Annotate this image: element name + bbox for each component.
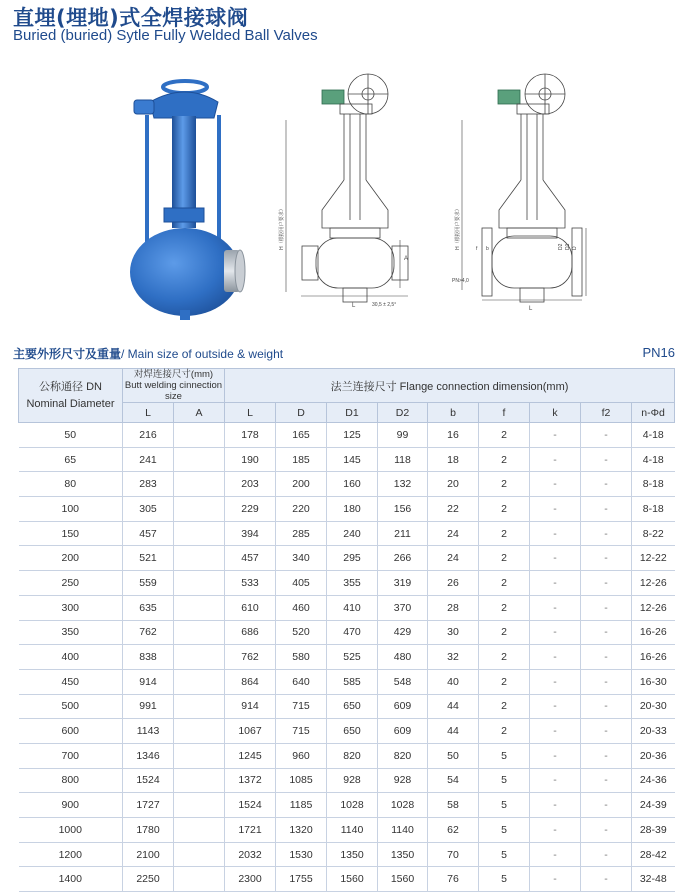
dimension-table [18,368,675,892]
table-cell: - [581,447,632,472]
table-cell: 200 [276,472,327,497]
table-cell: 762 [225,645,276,670]
table-cell: 160 [327,472,378,497]
column-header: D2 [378,403,428,423]
table-cell: 1140 [378,818,428,843]
table-row [19,571,675,596]
table-cell: 1140 [327,818,378,843]
table-cell [174,423,225,448]
table-cell: 1143 [123,719,174,744]
dim-L-label-2: L [529,306,533,312]
table-cell: 58 [428,793,479,818]
table-cell: 165 [276,423,327,448]
table-cell [174,645,225,670]
header-butt-weld [123,369,225,403]
table-cell: - [581,620,632,645]
table-cell [174,620,225,645]
table-cell: - [581,842,632,867]
table-cell: 1067 [225,719,276,744]
weld-note: 30,5 ± 2,5° [372,302,397,308]
table-cell: 24-39 [632,793,675,818]
table-cell: 145 [327,447,378,472]
table-cell: 715 [276,719,327,744]
table-cell: 914 [225,694,276,719]
table-cell: 394 [225,521,276,546]
table-cell: 30 [428,620,479,645]
table-cell: 250 [19,571,123,596]
table-cell: 2 [479,472,530,497]
table-cell: - [530,472,581,497]
flange-label-D2: D2 [558,243,564,250]
header-dn [19,369,123,423]
table-cell: 118 [378,447,428,472]
table-cell: 65 [19,447,123,472]
table-cell: 40 [428,669,479,694]
table-cell: 429 [378,620,428,645]
table-cell: 1755 [276,867,327,892]
dim-height-label-1: H（根据用户要求） [279,206,285,250]
table-cell: 1721 [225,818,276,843]
table-cell: 610 [225,595,276,620]
table-cell: 548 [378,669,428,694]
table-cell: - [581,818,632,843]
table-cell [174,842,225,867]
table-cell: 28-39 [632,818,675,843]
table-cell: 80 [19,472,123,497]
table-cell: - [581,497,632,522]
table-cell: 2 [479,669,530,694]
table-cell: 20-30 [632,694,675,719]
table-cell: 180 [327,497,378,522]
table-cell: 2 [479,423,530,448]
table-cell: 585 [327,669,378,694]
table-cell: 100 [19,497,123,522]
table-cell: 800 [19,768,123,793]
table-cell [174,669,225,694]
table-cell: 12-26 [632,595,675,620]
section-heading [13,345,283,362]
table-cell [174,719,225,744]
table-cell: - [581,793,632,818]
table-cell: 928 [378,768,428,793]
table-cell: 32 [428,645,479,670]
table-cell: 2 [479,571,530,596]
table-row [19,842,675,867]
table-cell: 18 [428,447,479,472]
header-butt-zh: 对焊连接尺寸(mm) [133,369,214,380]
table-cell [174,793,225,818]
table-cell: - [530,447,581,472]
column-header: n-Φd [632,403,675,423]
table-cell: 5 [479,818,530,843]
table-cell [174,694,225,719]
table-cell: - [530,620,581,645]
table-cell: 24 [428,521,479,546]
table-cell: 156 [378,497,428,522]
table-cell: 28-42 [632,842,675,867]
table-cell: 283 [123,472,174,497]
header-flange: 法兰连接尺寸 Flange connection dimension(mm) [225,369,675,403]
table-cell: - [581,768,632,793]
table-row [19,620,675,645]
table-cell: - [530,793,581,818]
table-cell: 319 [378,571,428,596]
table-cell: 410 [327,595,378,620]
table-cell: 580 [276,645,327,670]
table-cell: 8-18 [632,472,675,497]
table-cell: 54 [428,768,479,793]
table-cell: - [530,669,581,694]
table-cell: 125 [327,423,378,448]
table-cell: 211 [378,521,428,546]
table-cell: 241 [123,447,174,472]
column-header: k [530,403,581,423]
table-cell [174,497,225,522]
table-cell: - [581,743,632,768]
table-row [19,546,675,571]
dim-L-label-1: L [352,303,356,309]
table-cell [174,867,225,892]
table-cell: 50 [19,423,123,448]
table-cell: 928 [327,768,378,793]
table-cell: 24-36 [632,768,675,793]
table-cell: - [530,743,581,768]
table-cell: 355 [327,571,378,596]
table-cell: 460 [276,595,327,620]
table-cell: 16-26 [632,645,675,670]
table-cell: 350 [19,620,123,645]
table-cell: 1372 [225,768,276,793]
table-cell: 16 [428,423,479,448]
table-cell [174,818,225,843]
table-row [19,423,675,448]
table-cell: 914 [123,669,174,694]
table-cell: 1185 [276,793,327,818]
product-figures [0,60,684,325]
table-cell: 5 [479,768,530,793]
table-row [19,447,675,472]
table-cell: - [530,595,581,620]
table-cell: 686 [225,620,276,645]
flange-label-f: f [476,246,478,252]
table-cell: 1245 [225,743,276,768]
table-cell [174,743,225,768]
table-cell: 1028 [327,793,378,818]
table-row [19,867,675,892]
pressure-rating: PN16 [642,345,675,360]
table-cell: 1560 [327,867,378,892]
table-cell: 525 [327,645,378,670]
table-cell: 609 [378,719,428,744]
table-cell: 2032 [225,842,276,867]
table-cell: 2 [479,447,530,472]
table-cell: - [581,595,632,620]
table-cell: 20-33 [632,719,675,744]
table-cell: 450 [19,669,123,694]
table-cell: 32-48 [632,867,675,892]
table-cell [174,472,225,497]
table-cell: 12-22 [632,546,675,571]
table-row [19,719,675,744]
table-cell: - [581,571,632,596]
table-cell: 2 [479,546,530,571]
table-cell: 76 [428,867,479,892]
table-cell: 960 [276,743,327,768]
table-cell: - [530,719,581,744]
table-cell: - [530,818,581,843]
table-cell [174,595,225,620]
table-row [19,694,675,719]
table-cell: 5 [479,793,530,818]
table-cell: - [530,694,581,719]
table-cell: 5 [479,743,530,768]
table-row [19,595,675,620]
table-cell: 2 [479,645,530,670]
flange-label-b: b [486,246,489,252]
table-cell: 820 [378,743,428,768]
table-cell: 2 [479,719,530,744]
table-cell: - [530,768,581,793]
table-cell: 1350 [378,842,428,867]
header-dn-en: Nominal Diameter [26,397,115,410]
table-cell: 1320 [276,818,327,843]
table-cell: 2 [479,497,530,522]
table-cell: 190 [225,447,276,472]
table-row [19,472,675,497]
section-title-en: / Main size of outside & weight [121,347,284,361]
table-cell: 12-26 [632,571,675,596]
table-cell [174,521,225,546]
table-cell: 178 [225,423,276,448]
table-cell: - [530,497,581,522]
table-cell: - [530,867,581,892]
table-cell: - [530,571,581,596]
table-row [19,521,675,546]
table-cell: 1200 [19,842,123,867]
table-cell: 520 [276,620,327,645]
flange-label-D: D [572,246,578,250]
table-cell: 2 [479,521,530,546]
valve-photo [130,81,245,320]
table-cell: - [581,546,632,571]
table-cell: 62 [428,818,479,843]
table-cell: 99 [378,423,428,448]
table-cell: 650 [327,694,378,719]
table-cell: 500 [19,694,123,719]
table-cell: 470 [327,620,378,645]
header-butt-en: Butt welding cinnection size [124,380,223,402]
table-cell: 5 [479,867,530,892]
table-cell: 820 [327,743,378,768]
column-header: f [479,403,530,423]
drawing-butt-weld [286,74,408,302]
table-cell: - [581,719,632,744]
table-cell: 1524 [123,768,174,793]
table-cell: 50 [428,743,479,768]
table-row [19,818,675,843]
table-cell: 533 [225,571,276,596]
table-cell: 700 [19,743,123,768]
table-cell: 70 [428,842,479,867]
table-cell: 1085 [276,768,327,793]
table-cell: 1780 [123,818,174,843]
table-cell: 2300 [225,867,276,892]
table-cell: 480 [378,645,428,670]
table-cell: 640 [276,669,327,694]
table-cell: - [581,472,632,497]
table-cell: 4-18 [632,423,675,448]
table-cell [174,571,225,596]
table-cell: 457 [123,521,174,546]
table-cell: 1530 [276,842,327,867]
table-cell: 132 [378,472,428,497]
table-cell: 28 [428,595,479,620]
table-cell: 24 [428,546,479,571]
table-cell: 16-26 [632,620,675,645]
table-cell: 1000 [19,818,123,843]
table-cell: 1346 [123,743,174,768]
section-title-zh: 主要外形尺寸及重量 [13,347,122,361]
table-cell: 2 [479,595,530,620]
table-cell: 900 [19,793,123,818]
page-title-zh: 直埋(埋地)式全焊接球阀 [13,6,249,30]
table-row [19,497,675,522]
table-cell: - [581,521,632,546]
table-cell [174,768,225,793]
column-header: b [428,403,479,423]
table-cell [174,447,225,472]
table-cell: 20-36 [632,743,675,768]
table-cell: 838 [123,645,174,670]
pn-note: PN>4,0 [452,278,469,284]
column-header: L [123,403,174,423]
table-cell: 8-22 [632,521,675,546]
table-cell: 16-30 [632,669,675,694]
drawing-flanged [462,74,586,302]
table-cell: 650 [327,719,378,744]
table-cell: 4-18 [632,447,675,472]
column-header: D1 [327,403,378,423]
table-cell: 26 [428,571,479,596]
column-header: L [225,403,276,423]
table-cell: 400 [19,645,123,670]
table-row [19,793,675,818]
table-cell: - [581,669,632,694]
table-cell: 457 [225,546,276,571]
table-cell: 305 [123,497,174,522]
dim-A-label-1: A [404,256,409,262]
table-cell: 1350 [327,842,378,867]
table-cell: - [581,645,632,670]
header-dn-zh: 公称通径 DN [39,380,102,393]
page-title-en: Buried (buried) Sytle Fully Welded Ball Valves [13,27,318,44]
table-cell: 8-18 [632,497,675,522]
table-cell: 1028 [378,793,428,818]
table-cell: 609 [378,694,428,719]
table-cell: 762 [123,620,174,645]
flange-label-D1: D1 [565,243,571,250]
table-cell: 216 [123,423,174,448]
table-cell: - [530,521,581,546]
table-cell: - [581,423,632,448]
table-cell: 370 [378,595,428,620]
table-cell: 1560 [378,867,428,892]
table-cell: 2100 [123,842,174,867]
table-cell: 20 [428,472,479,497]
table-cell: 1524 [225,793,276,818]
table-cell: 715 [276,694,327,719]
table-cell: 203 [225,472,276,497]
table-cell: 285 [276,521,327,546]
table-cell: 2 [479,694,530,719]
table-cell: 864 [225,669,276,694]
table-cell: 991 [123,694,174,719]
table-cell: - [530,423,581,448]
table-cell: 1727 [123,793,174,818]
table-cell: 5 [479,842,530,867]
table-cell: 521 [123,546,174,571]
table-cell: - [530,842,581,867]
table-cell: 635 [123,595,174,620]
table-cell: 229 [225,497,276,522]
table-row [19,743,675,768]
table-cell: 240 [327,521,378,546]
table-cell: 600 [19,719,123,744]
table-cell: 295 [327,546,378,571]
column-header: D [276,403,327,423]
table-cell: 266 [378,546,428,571]
table-row [19,768,675,793]
table-cell: - [530,645,581,670]
table-cell: 185 [276,447,327,472]
table-cell: 44 [428,719,479,744]
table-cell: 150 [19,521,123,546]
table-cell: 2 [479,620,530,645]
table-row [19,645,675,670]
table-cell: - [581,694,632,719]
table-cell: - [581,867,632,892]
column-header: A [174,403,225,423]
table-row [19,669,675,694]
table-cell: 340 [276,546,327,571]
dim-height-label-2: H（根据用户要求） [455,206,461,250]
table-cell: 2250 [123,867,174,892]
column-header: f2 [581,403,632,423]
table-cell: 405 [276,571,327,596]
table-cell: 22 [428,497,479,522]
table-cell: 44 [428,694,479,719]
table-cell: 200 [19,546,123,571]
table-cell: 220 [276,497,327,522]
table-cell: 300 [19,595,123,620]
table-cell [174,546,225,571]
table-cell: - [530,546,581,571]
table-cell: 559 [123,571,174,596]
table-cell: 1400 [19,867,123,892]
